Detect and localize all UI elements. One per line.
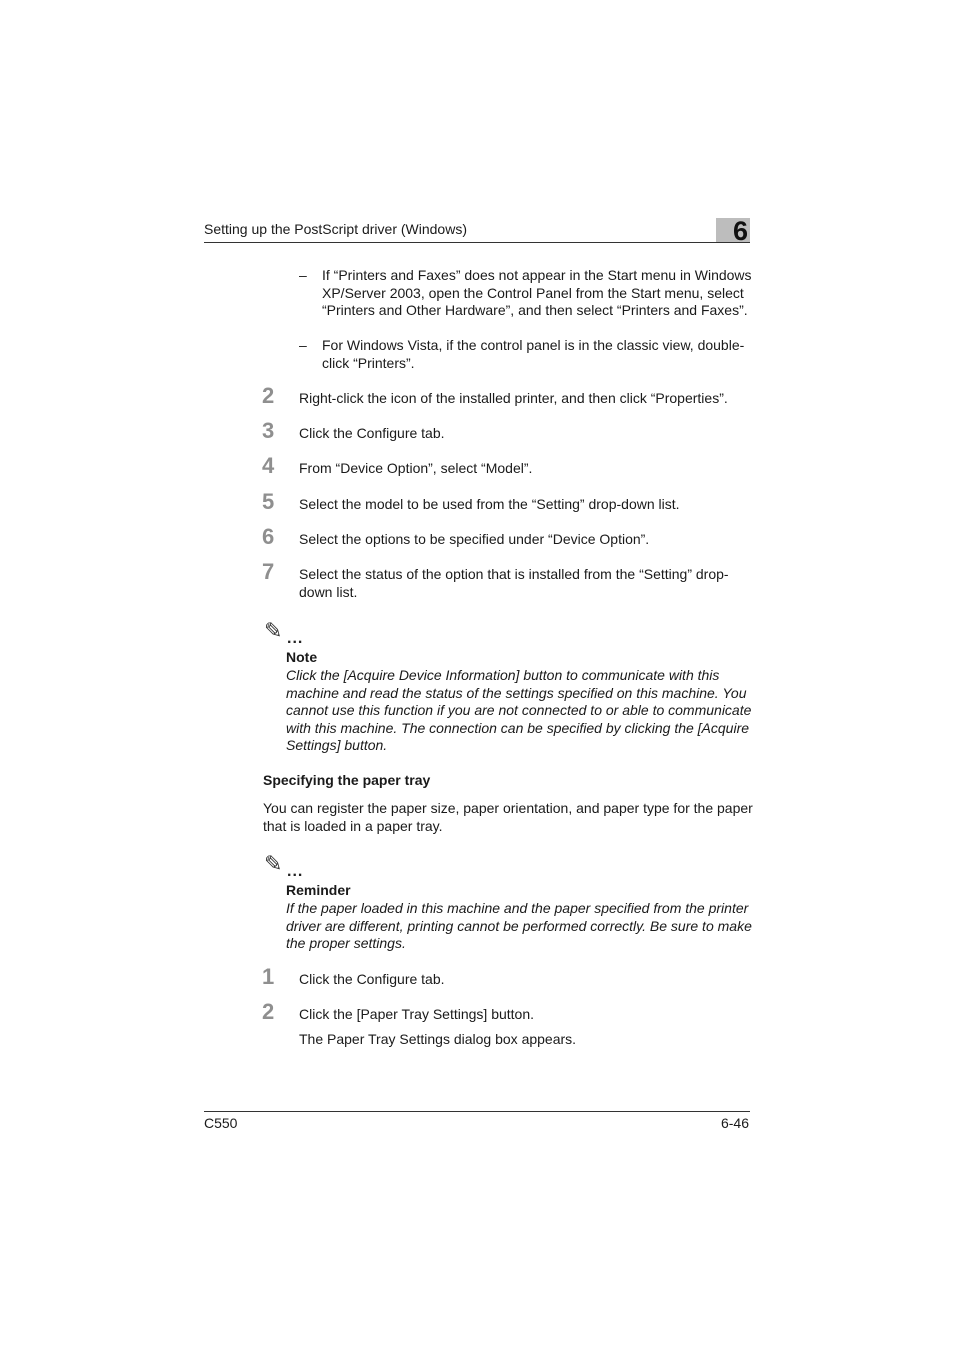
bullet-dash: – xyxy=(299,337,307,353)
step-number: 2 xyxy=(262,999,275,1024)
step-text: From “Device Option”, select “Model”. xyxy=(299,460,533,476)
note-dots: ... xyxy=(287,630,304,647)
step-text: Select the model to be used from the “Setting” drop-down list. xyxy=(299,496,680,512)
footer-page-number: 6-46 xyxy=(720,1115,749,1131)
step-text: Select the options to be specified under “Device Option”. xyxy=(299,531,650,547)
chapter-badge xyxy=(716,216,750,246)
bullet-text: If “Printers and Faxes” does not appear in the Start menu in Windows XP/Server 2003, open the Control Panel from the Start menu, select “Printers and Other Hardware”, and then select “Printers and Faxes”. xyxy=(322,267,752,318)
step-text: Select the status of the option that is installed from the “Setting” drop-down list. xyxy=(299,566,729,600)
reminder-dots: ... xyxy=(287,863,304,880)
step-number: 4 xyxy=(262,453,275,478)
step-number: 5 xyxy=(262,489,275,514)
header-divider xyxy=(204,242,750,243)
chapter-number: 6 xyxy=(732,216,748,246)
step-text: Click the Configure tab. xyxy=(299,971,445,987)
bullet-text: For Windows Vista, if the control panel is in the classic view, double-click “Printers”. xyxy=(322,337,745,371)
pencil-icon: ✎ xyxy=(264,618,283,643)
section-heading: Specifying the paper tray xyxy=(263,772,431,788)
step-number: 3 xyxy=(262,418,275,443)
footer-model: C550 xyxy=(204,1115,238,1131)
step-number: 7 xyxy=(262,559,275,584)
step-text: Click the [Paper Tray Settings] button. xyxy=(299,1006,535,1022)
note-body: Click the [Acquire Device Information] button to communicate with this machine and read the status of the settings specified on this machine. You cannot use this function if you are not connected to or able to communicate with this machine. The connection can be specified by clicking the [Acquire Settings] button. xyxy=(286,667,752,753)
pencil-icon: ✎ xyxy=(264,851,283,876)
step-text: Right-click the icon of the installed printer, and then click “Properties”. xyxy=(299,390,728,406)
step-result-text: The Paper Tray Settings dialog box appears. xyxy=(299,1031,577,1047)
running-header-title: Setting up the PostScript driver (Windows) xyxy=(204,221,467,237)
footer-divider xyxy=(204,1111,750,1112)
bullet-dash: – xyxy=(299,267,307,283)
step-number: 1 xyxy=(262,964,275,989)
section-paragraph: You can register the paper size, paper orientation, and paper type for the paper that is loaded in a paper tray. xyxy=(263,800,753,834)
step-text: Click the Configure tab. xyxy=(299,425,445,441)
note-title: Note xyxy=(286,649,318,665)
reminder-body: If the paper loaded in this machine and the paper specified from the printer driver are different, printing cannot be performed correctly. Be sure to make the proper settings. xyxy=(286,900,752,951)
step-number: 6 xyxy=(262,524,275,549)
reminder-title: Reminder xyxy=(286,882,351,898)
step-number: 2 xyxy=(262,383,275,408)
